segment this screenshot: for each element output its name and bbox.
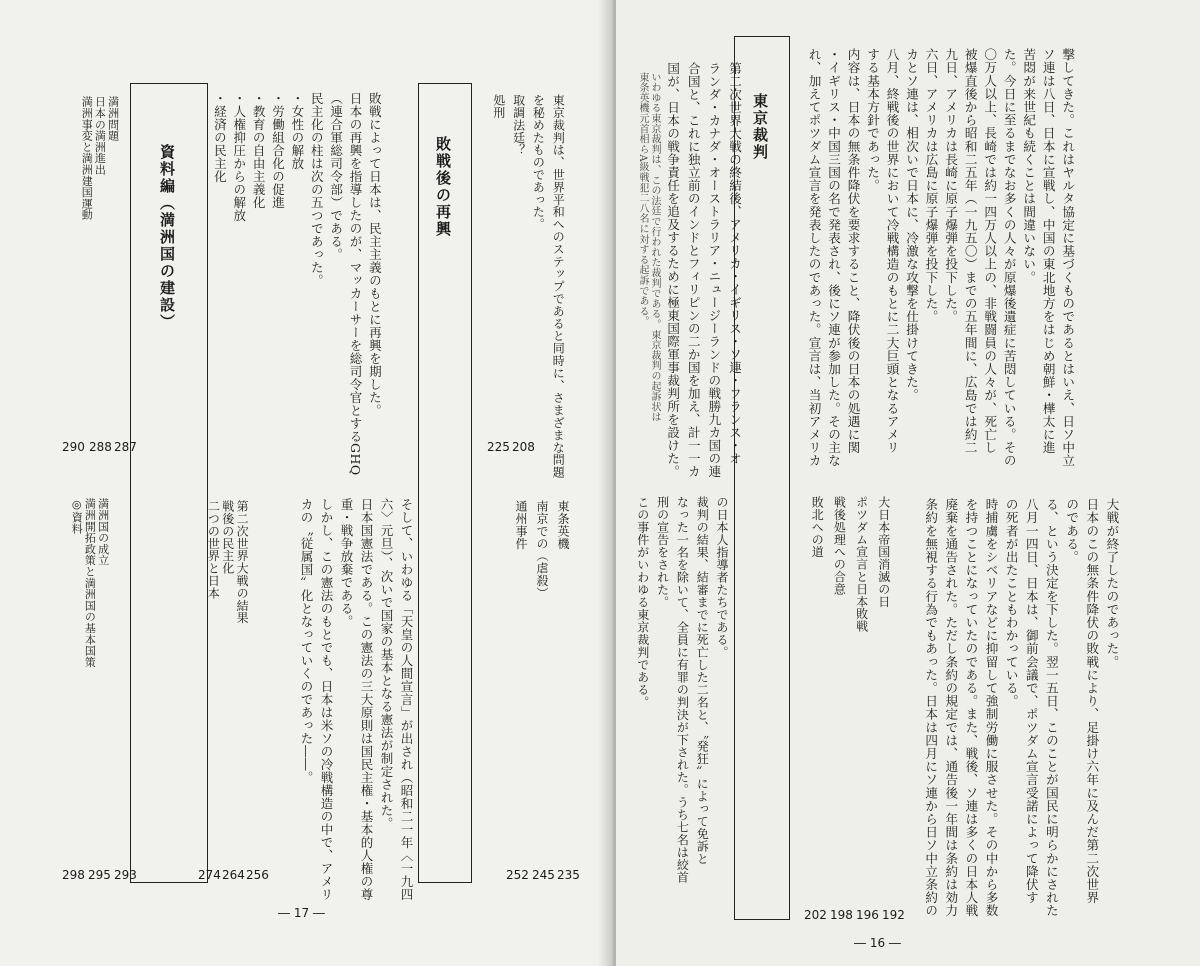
page-ref: 295: [88, 868, 111, 882]
page-ref: 235: [557, 868, 580, 882]
page-number: ― 16 ―: [854, 936, 901, 950]
main-body: 撃してきた。これはヤルタ協定に基づくものであるとはいえ、日ソ中立 ソ連は八日、日本に宣戦し、中国の東北地方をはじめ朝鮮・樺太に進 苦悶が来世紀も続くことは間違いない。 た。今日に至るまでなお多くの人々が原爆後遺症に苦悶している。その 〇万人以上、長崎では約一四万人以上の、非戦闘員の人々が、死亡し 被爆直後から昭和二五年（一九五〇）までの五年間に、広島では約二 九日、アメリカは長崎に原子爆弾を投下した。 六日、アメリカは広島に原子爆弾を投下した。 カとソ連は、相次いで日本に、冷激な攻撃を仕掛けてきた。 八月、終戦後の世界において冷戦構造のもとに二大巨頭となるアメリ する基本方針であった。 内容は、日本の無条件降伏を要求すること、降伏後の日本の処遇に関 ・イギリス・中国三国の名で発表され、後にソ連が参加した。その主な れ、加えてポツダム宣言を発表したのであった。宣言は、当初アメリカ: [806, 48, 1076, 468]
fukko-box: [418, 83, 472, 883]
page-ref: 287: [114, 440, 137, 454]
tokyo-trial-box: [734, 36, 790, 920]
toc-item: 満洲開拓政策と満洲国の基本国策: [83, 498, 97, 668]
page-ref: 290: [62, 440, 85, 454]
page-ref: 192: [882, 908, 905, 922]
main-body-lower: 大戦が終了したのであった。 日本のこの無条件降伏の敗戦により、足掛け六年に及んだ第二次世界 のである。 る、という決定を下した。翌一五日、このことが国民に明らかにされた 八月一四日、日本は、御前会議で、ポツダム宣言受諾によって降伏す の死者が出たこともわかっている。 時捕虜をシベリアなどに抑留して強制労働に服させた。その中から多数 を持つことになっていたのである。また、戦後、ソ連は多くの日本人戦 廃棄を通告された。ただし条約の規定では、通告後一年間は条約は効力 条約を無視する行為でもあった。日本は四月にソ連から日ソ中立条約の: [923, 498, 1120, 918]
page-16: [616, 0, 1200, 966]
toc-item: 二つの世界と日本: [206, 500, 221, 600]
box-intro-text: 第二次世界大戦の終結後、アメリカ・イギリス・ソ連・フランス・オ ランダ・カナダ・オーストラリア・ニュージーランドの戦勝九カ国の連 合国と、これに独立前のインドとフィリピンの二か国を加え、計一一カ 国が、日本の戦争責任を追及するために極東国際軍事裁判所を設けた。: [665, 62, 743, 478]
page-ref: 202: [804, 908, 827, 922]
toc-item: 満洲事変と満洲建国運動: [80, 96, 94, 221]
page-ref: 225: [487, 440, 510, 454]
page-ref: 198: [830, 908, 853, 922]
page-ref: 298: [62, 868, 85, 882]
box-lower-text: の日本人指導者たちである。 裁判の結果、結審までに死亡した二名と、〝発狂〟によって免訴と なった一名を除いて、全員に有罪の判決が下された。うち七名は絞首 刑の宣告をされた。 この事件がいわゆる東京裁判である。: [635, 496, 729, 884]
page-ref: 245: [532, 868, 555, 882]
page-ref: 288: [89, 440, 112, 454]
page-ref: 264: [222, 868, 245, 882]
shiryo-toc-upper: [80, 96, 120, 436]
page-number: ― 17 ―: [278, 906, 325, 920]
page-ref: 252: [506, 868, 529, 882]
fukko-title: 敗戦後の再興: [434, 136, 452, 238]
page-ref: 293: [114, 868, 137, 882]
toc-item: 満洲問題: [106, 96, 120, 142]
toc-item: 戦後の民主化: [220, 500, 235, 575]
page-ref: 256: [246, 868, 269, 882]
fukko-body-lower: そして、いわゆる「天皇の人間宣言」が出され（昭和二一年〈一九四 六〉元旦）、次いで国家の基本となる憲法が制定された。 日本国憲法である。この憲法の三大原則は国民主権・基本的人権の尊 重・戦争放棄である。 しかし、この憲法のもとでも、日本は米ソの冷戦構造の中で、アメリ カの〝従属国〟化となっていくのであった――。: [299, 498, 414, 901]
page-ref: 196: [856, 908, 879, 922]
toc-postwar: [206, 500, 249, 840]
toc-item: 第二次世界大戦の結果: [235, 500, 250, 624]
toc-item: 日本の満洲進出: [93, 96, 107, 176]
toc-item: ◎資料: [70, 498, 84, 534]
page-ref: 208: [512, 440, 535, 454]
page-ref: 274: [198, 868, 221, 882]
toc-defeat: 大日本帝国消滅の日 ポツダム宣言と日本敗戦 戦後処理への合意 敗北への道: [810, 496, 891, 633]
tokyo-trial-title: 東京裁判: [751, 93, 769, 161]
toc-tokyo-trial: 東京裁判は、世界平和へのステップであると同時に、さまざまな問題 を秘めたものであった。 取調法廷？ 処刑: [491, 94, 566, 479]
shiryo-box: [130, 83, 208, 883]
footnote: いわゆる東京裁判は、この法廷で行われた裁判である。東京裁判の起訴状は 東条英機元首相らA級戦犯二八名に対する起訴である。: [637, 72, 660, 423]
toc-item: 満洲国の成立: [96, 498, 110, 566]
shiryo-toc-lower: [70, 498, 110, 828]
shiryo-title: 資料編（満洲国の建設）: [158, 144, 176, 331]
fukko-body: 敗戦によって日本は、民主主義のもとに再興を期した。 日本の再興を指導したのが、マッカーサーを総司令官とするGHQ （連合軍総司令部）である。 民主化の柱は次の五つであった。 ・女性の解放 ・労働組合化の促進 ・教育の自由主義化 ・人権抑圧からの解放 ・経済の民主化: [212, 92, 383, 476]
toc-trial-topics: 東条英機 南京での（虐殺） 通州事件: [514, 500, 570, 600]
